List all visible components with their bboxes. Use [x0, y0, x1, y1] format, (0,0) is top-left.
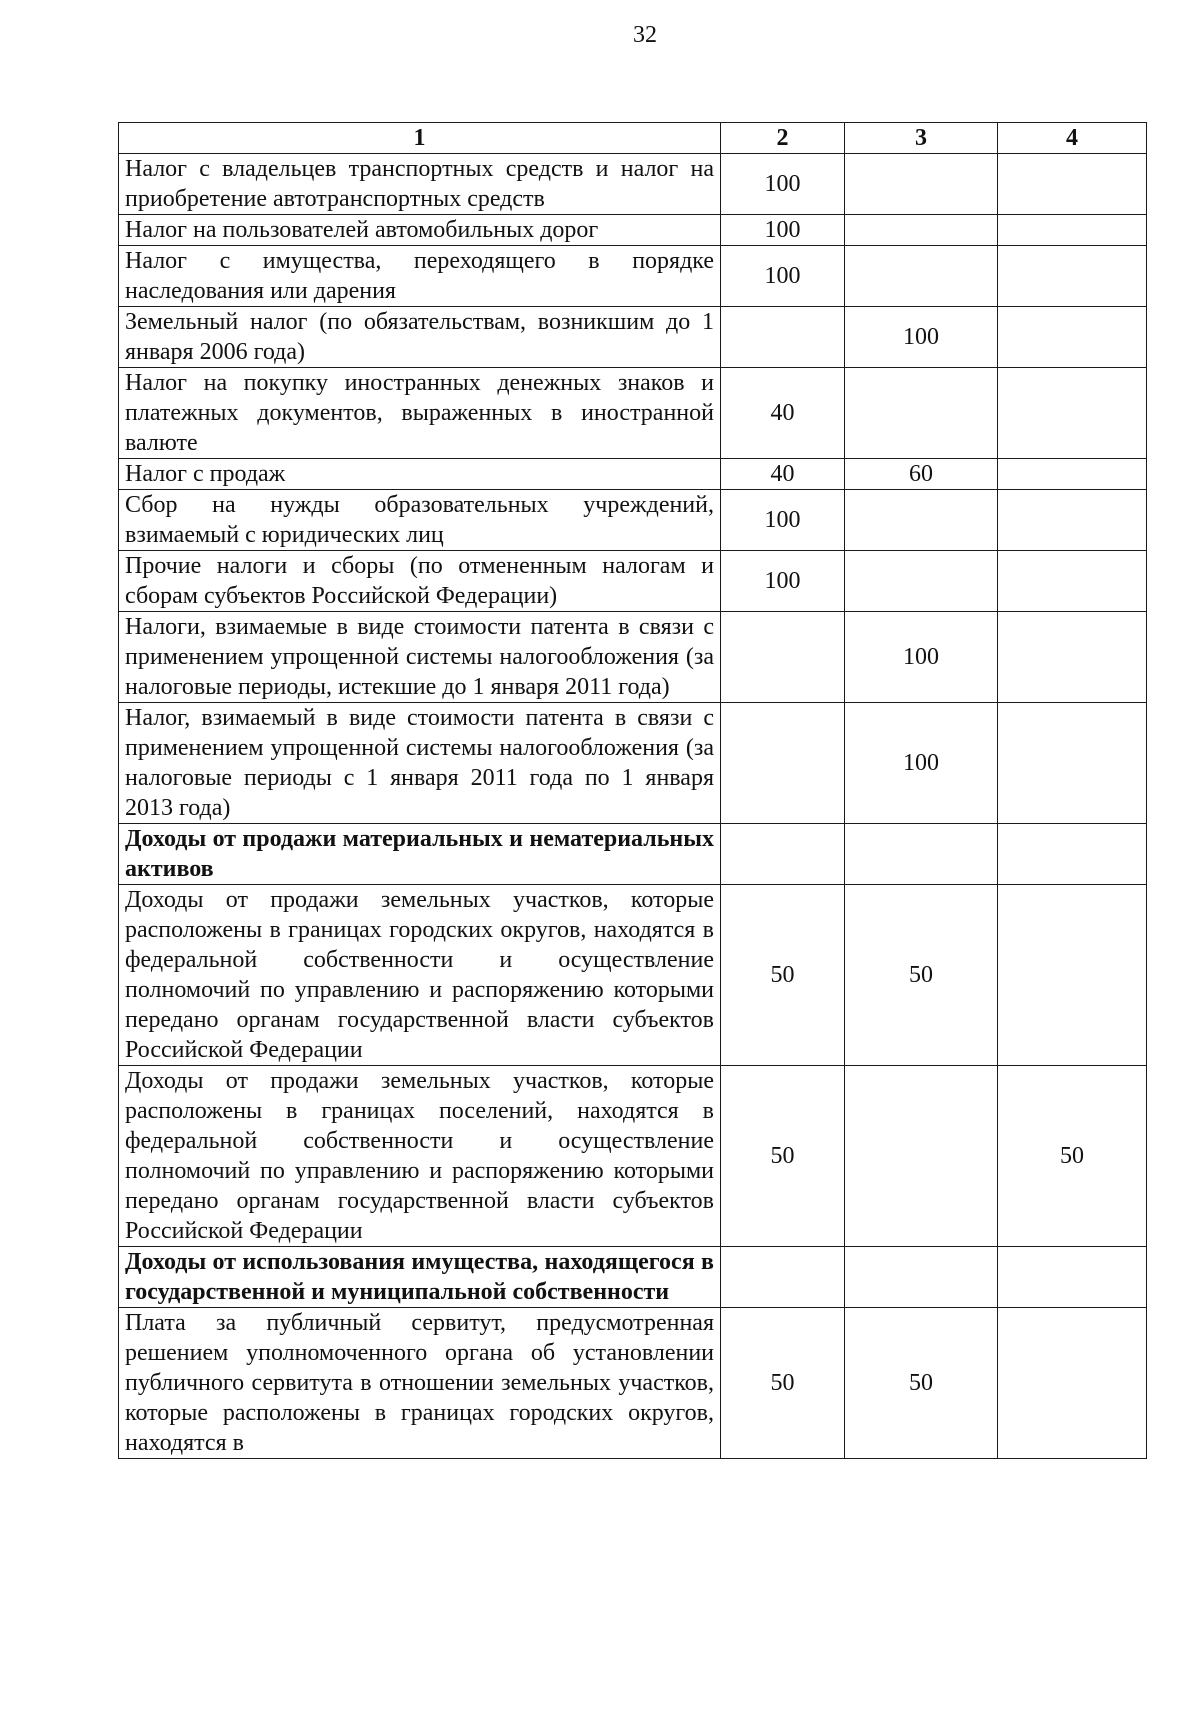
percent-cell-col-3: 60 [845, 459, 998, 490]
row-label: Доходы от продажи земельных участков, которые расположены в границах поселений, находятся в федеральной собственности и осуществление полномочий по управлению и распоряжению которыми передано органам государственной власти субъектов Российской Федерации [119, 1066, 721, 1247]
percent-cell-col-2: 40 [721, 459, 845, 490]
row-label: Налог с продаж [119, 459, 721, 490]
column-header-1: 1 [119, 123, 721, 154]
percent-cell-col-4 [998, 1308, 1147, 1459]
header-row [119, 123, 1147, 154]
percent-cell-col-4 [998, 490, 1147, 551]
table-row [119, 824, 1147, 885]
percent-cell-col-3: 100 [845, 307, 998, 368]
percent-cell-col-4 [998, 824, 1147, 885]
percent-cell-col-2: 40 [721, 368, 845, 459]
percent-cell-col-2 [721, 612, 845, 703]
percent-cell-col-2: 100 [721, 154, 845, 215]
percent-cell-col-2: 50 [721, 1308, 845, 1459]
percent-cell-col-2 [721, 1247, 845, 1308]
row-label: Сбор на нужды образовательных учреждений, взимаемый с юридических лиц [119, 490, 721, 551]
percent-cell-col-4 [998, 459, 1147, 490]
percent-cell-col-3 [845, 490, 998, 551]
tax-distribution-table [118, 122, 1147, 1459]
column-header-2: 2 [721, 123, 845, 154]
row-label: Плата за публичный сервитут, предусмотренная решением уполномоченного органа об установлении публичного сервитута в отношении земельных участков, которые расположены в границах городских округов, находятся в [119, 1308, 721, 1459]
table-row [119, 1308, 1147, 1459]
row-label: Доходы от продажи земельных участков, которые расположены в границах городских округов, находятся в федеральной собственности и осуществление полномочий по управлению и распоряжению которыми передано органам государственной власти субъектов Российской Федерации [119, 885, 721, 1066]
table-row [119, 490, 1147, 551]
percent-cell-col-3: 50 [845, 885, 998, 1066]
percent-cell-col-4 [998, 215, 1147, 246]
percent-cell-col-4: 50 [998, 1066, 1147, 1247]
row-label: Налоги, взимаемые в виде стоимости патента в связи с применением упрощенной системы налогообложения (за налоговые периоды, истекшие до 1 января 2011 года) [119, 612, 721, 703]
table-row [119, 368, 1147, 459]
table-row [119, 459, 1147, 490]
percent-cell-col-3 [845, 246, 998, 307]
section-heading: Доходы от продажи материальных и нематериальных активов [119, 824, 721, 885]
percent-cell-col-2: 100 [721, 490, 845, 551]
table-row [119, 1247, 1147, 1308]
percent-cell-col-4 [998, 551, 1147, 612]
row-label: Земельный налог (по обязательствам, возникшим до 1 января 2006 года) [119, 307, 721, 368]
percent-cell-col-4 [998, 154, 1147, 215]
row-label: Налог, взимаемый в виде стоимости патента в связи с применением упрощенной системы налогообложения (за налоговые периоды с 1 января 2011 года по 1 января 2013 года) [119, 703, 721, 824]
page-number: 32 [633, 22, 657, 48]
table-row [119, 246, 1147, 307]
percent-cell-col-3: 100 [845, 612, 998, 703]
column-header-3: 3 [845, 123, 998, 154]
row-label: Налог на пользователей автомобильных дорог [119, 215, 721, 246]
percent-cell-col-2 [721, 824, 845, 885]
percent-cell-col-2 [721, 307, 845, 368]
percent-cell-col-4 [998, 612, 1147, 703]
percent-cell-col-2: 100 [721, 246, 845, 307]
column-header-4: 4 [998, 123, 1147, 154]
table-row [119, 612, 1147, 703]
percent-cell-col-3 [845, 1066, 998, 1247]
table-row [119, 154, 1147, 215]
percent-cell-col-3 [845, 154, 998, 215]
row-label: Налог на покупку иностранных денежных знаков и платежных документов, выраженных в иностранной валюте [119, 368, 721, 459]
row-label: Налог с владельцев транспортных средств и налог на приобретение автотранспортных средств [119, 154, 721, 215]
section-heading: Доходы от использования имущества, находящегося в государственной и муниципальной собственности [119, 1247, 721, 1308]
percent-cell-col-4 [998, 1247, 1147, 1308]
table-row [119, 885, 1147, 1066]
row-label: Прочие налоги и сборы (по отмененным налогам и сборам субъектов Российской Федерации) [119, 551, 721, 612]
percent-cell-col-4 [998, 368, 1147, 459]
percent-cell-col-4 [998, 307, 1147, 368]
percent-cell-col-3 [845, 1247, 998, 1308]
percent-cell-col-2: 100 [721, 215, 845, 246]
table-row [119, 307, 1147, 368]
percent-cell-col-3 [845, 215, 998, 246]
percent-cell-col-3 [845, 368, 998, 459]
percent-cell-col-3 [845, 551, 998, 612]
percent-cell-col-4 [998, 885, 1147, 1066]
percent-cell-col-3 [845, 824, 998, 885]
table-row [119, 703, 1147, 824]
percent-cell-col-4 [998, 246, 1147, 307]
percent-cell-col-2: 50 [721, 1066, 845, 1247]
table-row [119, 551, 1147, 612]
table-row [119, 1066, 1147, 1247]
percent-cell-col-3: 50 [845, 1308, 998, 1459]
percent-cell-col-4 [998, 703, 1147, 824]
percent-cell-col-2 [721, 703, 845, 824]
table-row [119, 215, 1147, 246]
percent-cell-col-2: 50 [721, 885, 845, 1066]
percent-cell-col-3: 100 [845, 703, 998, 824]
row-label: Налог с имущества, переходящего в порядке наследования или дарения [119, 246, 721, 307]
percent-cell-col-2: 100 [721, 551, 845, 612]
